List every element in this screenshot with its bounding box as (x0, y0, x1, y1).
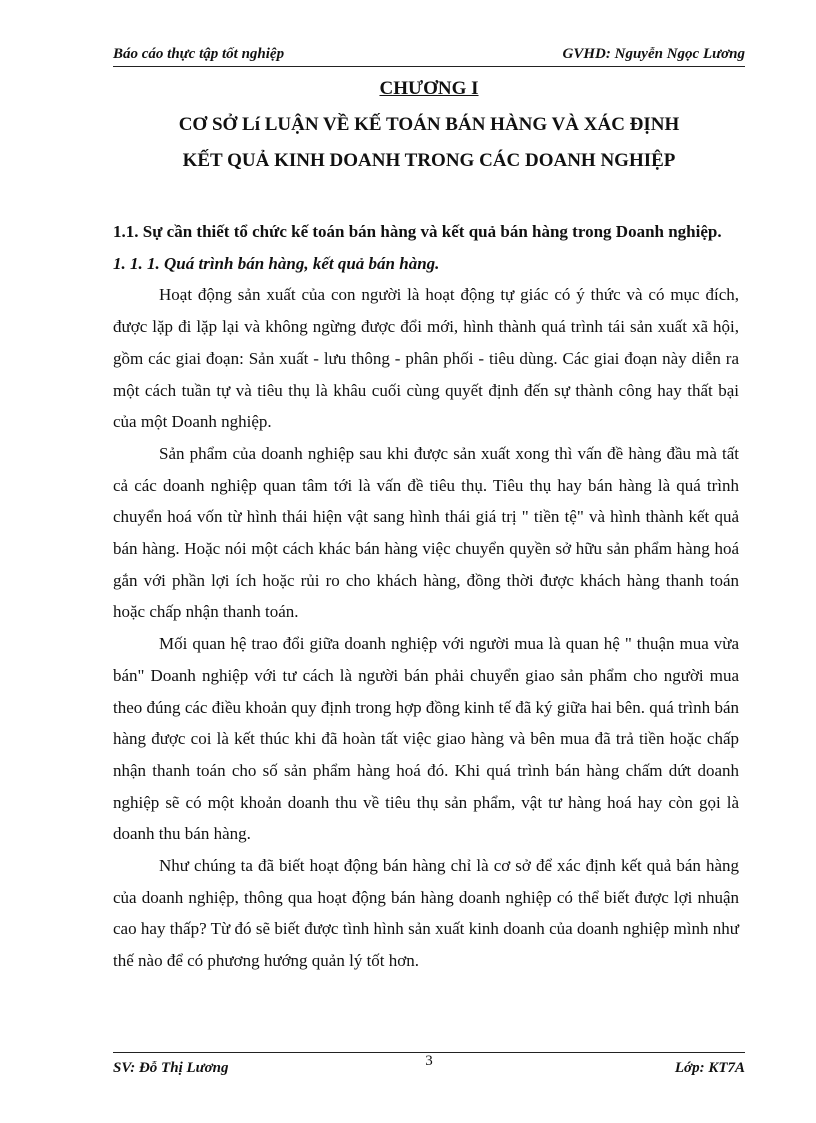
page-header (113, 44, 745, 67)
paragraph: Như chúng ta đã biết hoạt động bán hàng chỉ là cơ sở để xác định kết quả bán hàng của doanh nghiệp, thông qua hoạt động bán hàng doanh nghiệp có thể biết được lợi nhuận cao hay thấp? Từ đó sẽ biết được tình hình sản xuất kinh doanh của doanh nghiệp mình như thế nào để có phương hướng quản lý tốt hơn. (113, 856, 739, 971)
footer-student-name: SV: Đỗ Thị Lương (113, 1060, 229, 1076)
page-footer (113, 1052, 745, 1081)
section-heading-1-1-1: 1. 1. 1. Quá trình bán hàng, kết quả bán hàng. (113, 253, 440, 273)
paragraph: Mối quan hệ trao đổi giữa doanh nghiệp với người mua là quan hệ " thuận mua vừa bán" Doanh nghiệp với tư cách là người bán phải chuyển giao sản phẩm cho người mua theo đúng các điều khoản quy định trong hợp đồng kinh tế đã ký giữa hai bên. quá trình bán hàng được coi là kết thúc khi đã hoàn tất việc giao hàng và bên mua đã trả tiền hoặc chấp nhận thanh toán cho số sản phẩm hàng hoá đó. Khi quá trình bán hàng chấm dứt doanh nghiệp sẽ có một khoản doanh thu về tiêu thụ sản phẩm, vật tư hàng hoá hay còn gọi là doanh thu bán hàng. (113, 634, 739, 844)
chapter-title-line-2: KẾT QUẢ KINH DOANH TRONG CÁC DOANH NGHIỆP (182, 150, 676, 171)
header-supervisor: GVHD: Nguyễn Ngọc Lương (562, 46, 745, 62)
paragraph: Hoạt động sản xuất của con người là hoạt động tự giác có ý thức và có mục đích, được lặp đi lặp lại và không ngừng được đổi mới, hình thành quá trình tái sản xuất xã hội, gồm các giai đoạn: Sản xuất - lưu thông - phân phối - tiêu dùng. Các giai đoạn này diễn ra một cách tuần tự và tiêu thụ là khâu cuối cùng quyết định đến sự thành công hay thất bại của một Doanh nghiệp. (113, 285, 739, 432)
paragraph: Sản phẩm của doanh nghiệp sau khi được sản xuất xong thì vấn đề hàng đầu mà tất cả các doanh nghiệp quan tâm tới là vấn đề tiêu thụ. Tiêu thụ hay bán hàng là quá trình chuyển hoá vốn từ hình thái hiện vật sang hình thái giá trị " tiền tệ" và hình thành kết quả bán hàng. Hoặc nói một cách khác bán hàng việc chuyển quyền sở hữu sản phẩm hàng hoá gắn với phần lợi ích hoặc rủi ro cho khách hàng, đồng thời được khách hàng thanh toán hoặc chấp nhận thanh toán. (113, 443, 739, 622)
chapter-title-line-1: CƠ SỞ Lí LUẬN VỀ KẾ TOÁN BÁN HÀNG VÀ XÁC ĐỊNH (178, 114, 680, 135)
document-body (113, 216, 739, 977)
page-number: 3 (425, 1053, 433, 1069)
chapter-label: CHƯƠNG I (379, 78, 479, 99)
header-report-title: Báo cáo thực tập tốt nghiệp (113, 46, 285, 62)
footer-class: Lớp: KT7A (674, 1060, 745, 1076)
section-heading-1-1: 1.1. Sự cần thiết tổ chức kế toán bán hàng và kết quả bán hàng trong Doanh nghiệp. (113, 222, 722, 241)
